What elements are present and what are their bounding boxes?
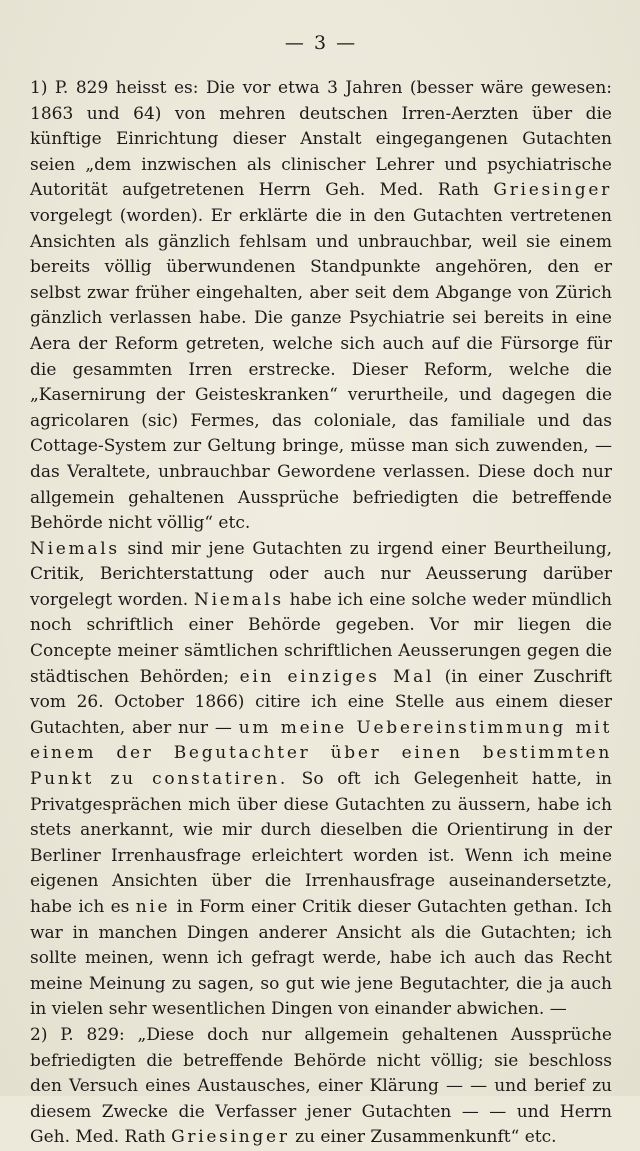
page-number: — 3 —	[284, 32, 358, 54]
emphasis-uebereinstimmung: um meine Uebereinstimmung mit einem der Begutachter über einen bestimmten Punkt zu constatiren.	[30, 717, 612, 790]
footnote-2	[30, 1023, 612, 1151]
response-text-2: habe ich eine solche weder mündlich noch schriftlich einer Behörde gegeben. Vor mir liegen die Concepte meiner sämtlichen schriftlichen Aeusserungen gegen die städtischen Behörden;	[30, 589, 612, 687]
response-text-5: in Form einer Critik dieser Gutachten gethan. Ich war in manchen Dingen anderer Ansicht als die Gutachten; ich sollte meinen, wenn ich gefragt werde, habe ich auch das Recht meine Meinung zu sagen, so gut wie jene Begutachter, die ja auch in vielen sehr wesentlichen Dingen von einander abwichen. —	[30, 897, 612, 1020]
spaced-name-griesinger: Griesinger	[493, 180, 612, 201]
footnote-1-text-a: 1) P. 829 heisst es: Die vor etwa 3 Jahren (besser wäre gewesen: 1863 und 64) von mehren deutschen Irren-Aerzten über die künftige Einrichtung dieser Anstalt eingegangenen Gutachten seien „dem inzwischen als clinischer Lehrer und psychiatrische Autorität aufgetretenen Herrn Geh. Med. Rath	[30, 78, 612, 201]
response-text-1: sind mir jene Gutachten zu irgend einer Beurtheilung, Critik, Berichterstattung oder auch nur Aeusserung darüber vorgelegt worden.	[30, 538, 612, 610]
footnote-1	[30, 76, 612, 537]
response-text-3: (in einer Zuschrift vom 26. October 1866) citire ich eine Stelle aus einem dieser Gutachten, aber nur —	[30, 666, 612, 738]
footnote-2-text-b: zu einer Zusammenkunft“ etc.	[289, 1127, 557, 1148]
emphasis-niemals-2: Niemals	[193, 589, 284, 610]
footnote-1-text-b: vorgelegt (worden). Er erklärte die in den Gutachten vertretenen Ansichten als gänzlich fehlsam und unbrauchbar, weil sie einem bereits völlig überwundenen Standpunkte angehören, den er selbst zwar früher eingehalten, aber seit dem Abgange von Zürich gänzlich verlassen habe. Die ganze Psychiatrie sei bereits in eine Aera der Reform getreten, welche sich auch auf die Fürsorge für die gesammten Irren erstrecke. Dieser Reform, welche die „Kasernirung der Geisteskranken“ verurtheile, und dagegen die agricolaren (sic) Fermes, das coloniale, das familiale und das Cottage-System zur Geltung bringe, müsse man sich zuwenden, — das Veraltete, unbrauchbar Gewordene verlassen. Diese doch nur allgemein gehaltenen Aussprüche befriedigten die betreffende Behörde nicht völlig“ etc.	[30, 205, 612, 534]
emphasis-niemals-1: Niemals	[30, 538, 120, 559]
response-paragraph	[30, 537, 612, 1023]
emphasis-nie: nie	[135, 897, 171, 917]
emphasis-ein-einziges-mal: ein einziges Mal	[239, 666, 435, 687]
footnote-2-text-a: 2) P. 829: „Diese doch nur allgemein gehaltenen Aussprüche befriedigten die betreffende Behörde nicht völlig; sie beschloss den Versuch eines Austausches, einer Klärung — — und berief zu diesem Zwecke die Verfasser jener Gutachten — — und Herrn Geh. Med. Rath	[30, 1024, 612, 1148]
spaced-name-griesinger-2: Griesinger	[171, 1127, 290, 1148]
response-text-4: So oft ich Gelegenheit hatte, in Privatgesprächen mich über diese Gutachten zu äussern, habe ich stets anerkannt, wie mir durch dieselben die Orientirung in der Berliner Irrenhausfrage erleichtert worden ist. Wenn ich meine eigenen Ansichten über die Irrenhausfrage auseinandersetzte, habe ich es	[30, 769, 612, 917]
